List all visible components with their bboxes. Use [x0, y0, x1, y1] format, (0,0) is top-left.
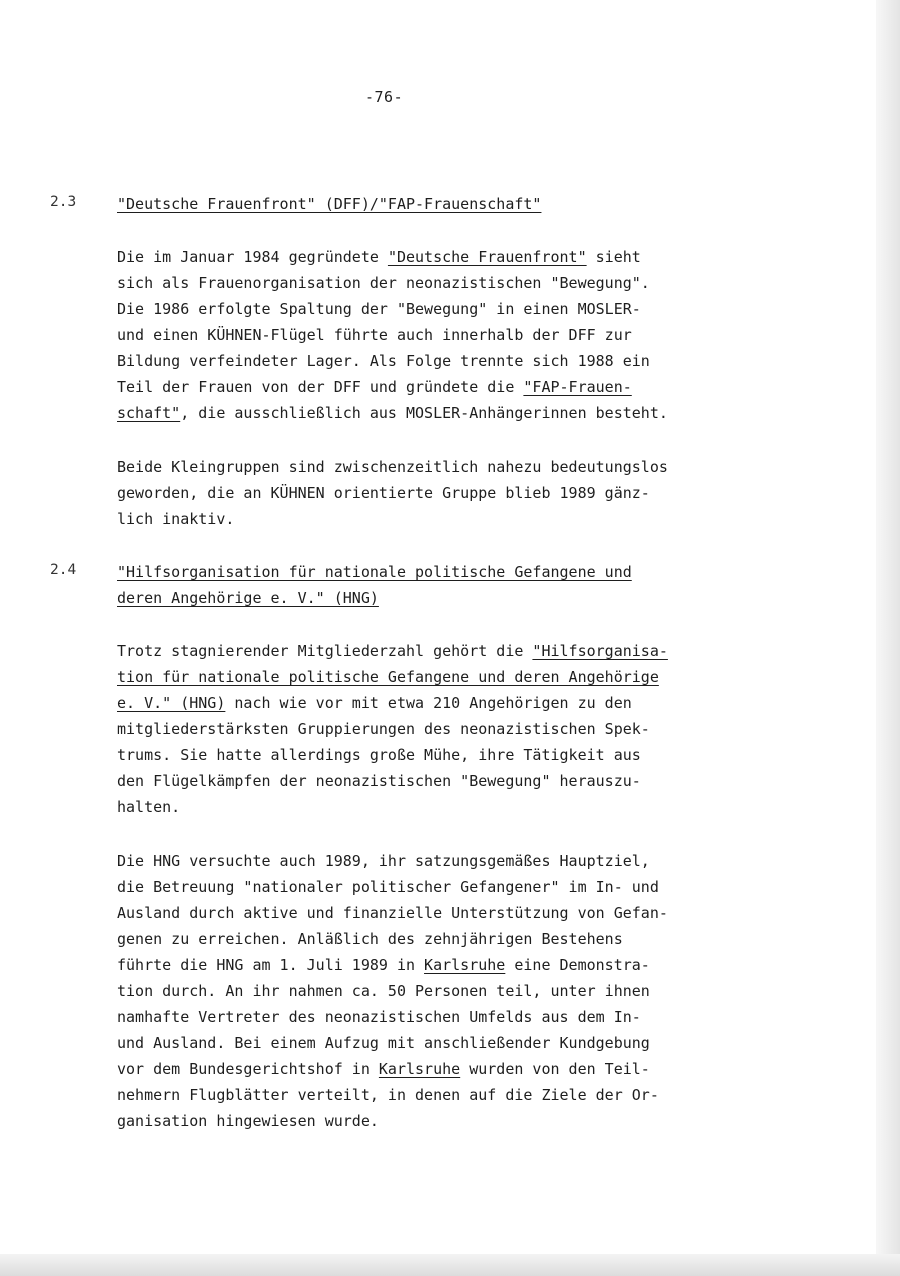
- text-segment: und Ausland. Bei einem Aufzug mit anschließender Kundgebung: [117, 1034, 650, 1052]
- text-segment: Bildung verfeindeter Lager. Als Folge trennte sich 1988 ein: [117, 352, 650, 370]
- text-line: [117, 952, 817, 978]
- text-line: [117, 638, 817, 664]
- text-segment: tion durch. An ihr nahmen ca. 50 Personen teil, unter ihnen: [117, 982, 650, 1000]
- text-line: [117, 1004, 817, 1030]
- text-segment: lich inaktiv.: [117, 510, 235, 528]
- text-segment: halten.: [117, 798, 181, 816]
- underlined-text: Karlsruhe: [424, 956, 506, 974]
- paragraph: [117, 848, 817, 1134]
- underlined-text: "Hilfsorganisa-: [532, 642, 668, 660]
- text-segment: Beide Kleingruppen sind zwischenzeitlich nahezu bedeutungslos: [117, 458, 668, 476]
- text-line: [117, 454, 817, 480]
- underlined-text: deren Angehörige e. V." (HNG): [117, 589, 379, 607]
- text-segment: Teil der Frauen von der DFF und gründete die: [117, 378, 524, 396]
- text-segment: wurden von den Teil-: [460, 1060, 650, 1078]
- underlined-text: Karlsruhe: [378, 1060, 461, 1078]
- text-line: [117, 874, 817, 900]
- text-segment: nach wie vor mit etwa 210 Angehörigen zu den: [225, 694, 632, 712]
- text-line: [117, 848, 817, 874]
- paragraph: [117, 638, 817, 820]
- text-segment: und einen KÜHNEN-Flügel führte auch innerhalb der DFF zur: [117, 326, 632, 344]
- text-line: [117, 664, 817, 690]
- underlined-text: e. V." (HNG): [117, 694, 226, 712]
- underlined-text: "Hilfsorganisation für nationale politische Gefangene und: [117, 563, 632, 581]
- text-line: [117, 978, 817, 1004]
- text-segment: vor dem Bundesgerichtshof in: [117, 1060, 379, 1078]
- page-number: -76-: [365, 88, 404, 106]
- text-line: [117, 400, 817, 426]
- page-edge-shadow-right: [876, 0, 900, 1276]
- text-segment: Die 1986 erfolgte Spaltung der "Bewegung" in einen MOSLER-: [117, 300, 641, 318]
- text-segment: sieht: [586, 248, 641, 266]
- text-segment: den Flügelkämpfen der neonazistischen "Bewegung" herauszu-: [117, 772, 641, 790]
- text-line: [117, 742, 817, 768]
- text-line: [117, 322, 817, 348]
- text-segment: trums. Sie hatte allerdings große Mühe, ihre Tätigkeit aus: [117, 746, 641, 764]
- section-title: [117, 559, 632, 611]
- text-line: [117, 480, 817, 506]
- underlined-text: "Deutsche Frauenfront": [387, 248, 587, 266]
- text-segment: geworden, die an KÜHNEN orientierte Gruppe blieb 1989 gänz-: [117, 484, 650, 502]
- text-line: [117, 191, 541, 217]
- underlined-text: "Deutsche Frauenfront" (DFF)/"FAP-Frauenschaft": [117, 195, 542, 213]
- text-segment: Die HNG versuchte auch 1989, ihr satzungsgemäßes Hauptziel,: [117, 852, 650, 870]
- text-line: [117, 794, 817, 820]
- text-line: [117, 348, 817, 374]
- section-number: 2.4: [50, 562, 77, 578]
- text-line: [117, 374, 817, 400]
- underlined-text: "FAP-Frauen-: [523, 378, 632, 396]
- text-segment: die Betreuung "nationaler politischer Gefangener" im In- und: [117, 878, 659, 896]
- section-title: [117, 191, 541, 217]
- text-line: [117, 716, 817, 742]
- text-segment: Die im Januar 1984 gegründete: [117, 248, 388, 266]
- text-line: [117, 244, 817, 270]
- text-segment: Trotz stagnierender Mitgliederzahl gehört die: [117, 642, 533, 660]
- text-segment: sich als Frauenorganisation der neonazistischen "Bewegung".: [117, 274, 650, 292]
- text-segment: Ausland durch aktive und finanzielle Unterstützung von Gefan-: [117, 904, 668, 922]
- text-line: [117, 1056, 817, 1082]
- text-line: [117, 585, 632, 611]
- underlined-text: tion für nationale politische Gefangene und deren Angehörige: [117, 668, 659, 686]
- text-line: [117, 900, 817, 926]
- text-segment: führte die HNG am 1. Juli 1989 in: [117, 956, 425, 974]
- text-line: [117, 1082, 817, 1108]
- text-segment: , die ausschließlich aus MOSLER-Anhängerinnen besteht.: [180, 404, 668, 422]
- text-segment: ganisation hingewiesen wurde.: [117, 1112, 379, 1130]
- paragraph: [117, 454, 817, 532]
- text-line: [117, 506, 817, 532]
- page-edge-shadow-bottom: [0, 1254, 900, 1276]
- text-line: [117, 1108, 817, 1134]
- text-line: [117, 768, 817, 794]
- text-line: [117, 926, 817, 952]
- text-segment: genen zu erreichen. Anläßlich des zehnjährigen Bestehens: [117, 930, 623, 948]
- underlined-text: schaft": [117, 404, 181, 422]
- text-line: [117, 1030, 817, 1056]
- section-number: 2.3: [50, 194, 77, 210]
- text-segment: namhafte Vertreter des neonazistischen Umfelds aus dem In-: [117, 1008, 641, 1026]
- text-segment: nehmern Flugblätter verteilt, in denen auf die Ziele der Or-: [117, 1086, 659, 1104]
- text-segment: mitgliederstärksten Gruppierungen des neonazistischen Spek-: [117, 720, 650, 738]
- text-line: [117, 559, 632, 585]
- text-line: [117, 296, 817, 322]
- text-line: [117, 690, 817, 716]
- paragraph: [117, 244, 817, 426]
- text-line: [117, 270, 817, 296]
- text-segment: eine Demonstra-: [505, 956, 650, 974]
